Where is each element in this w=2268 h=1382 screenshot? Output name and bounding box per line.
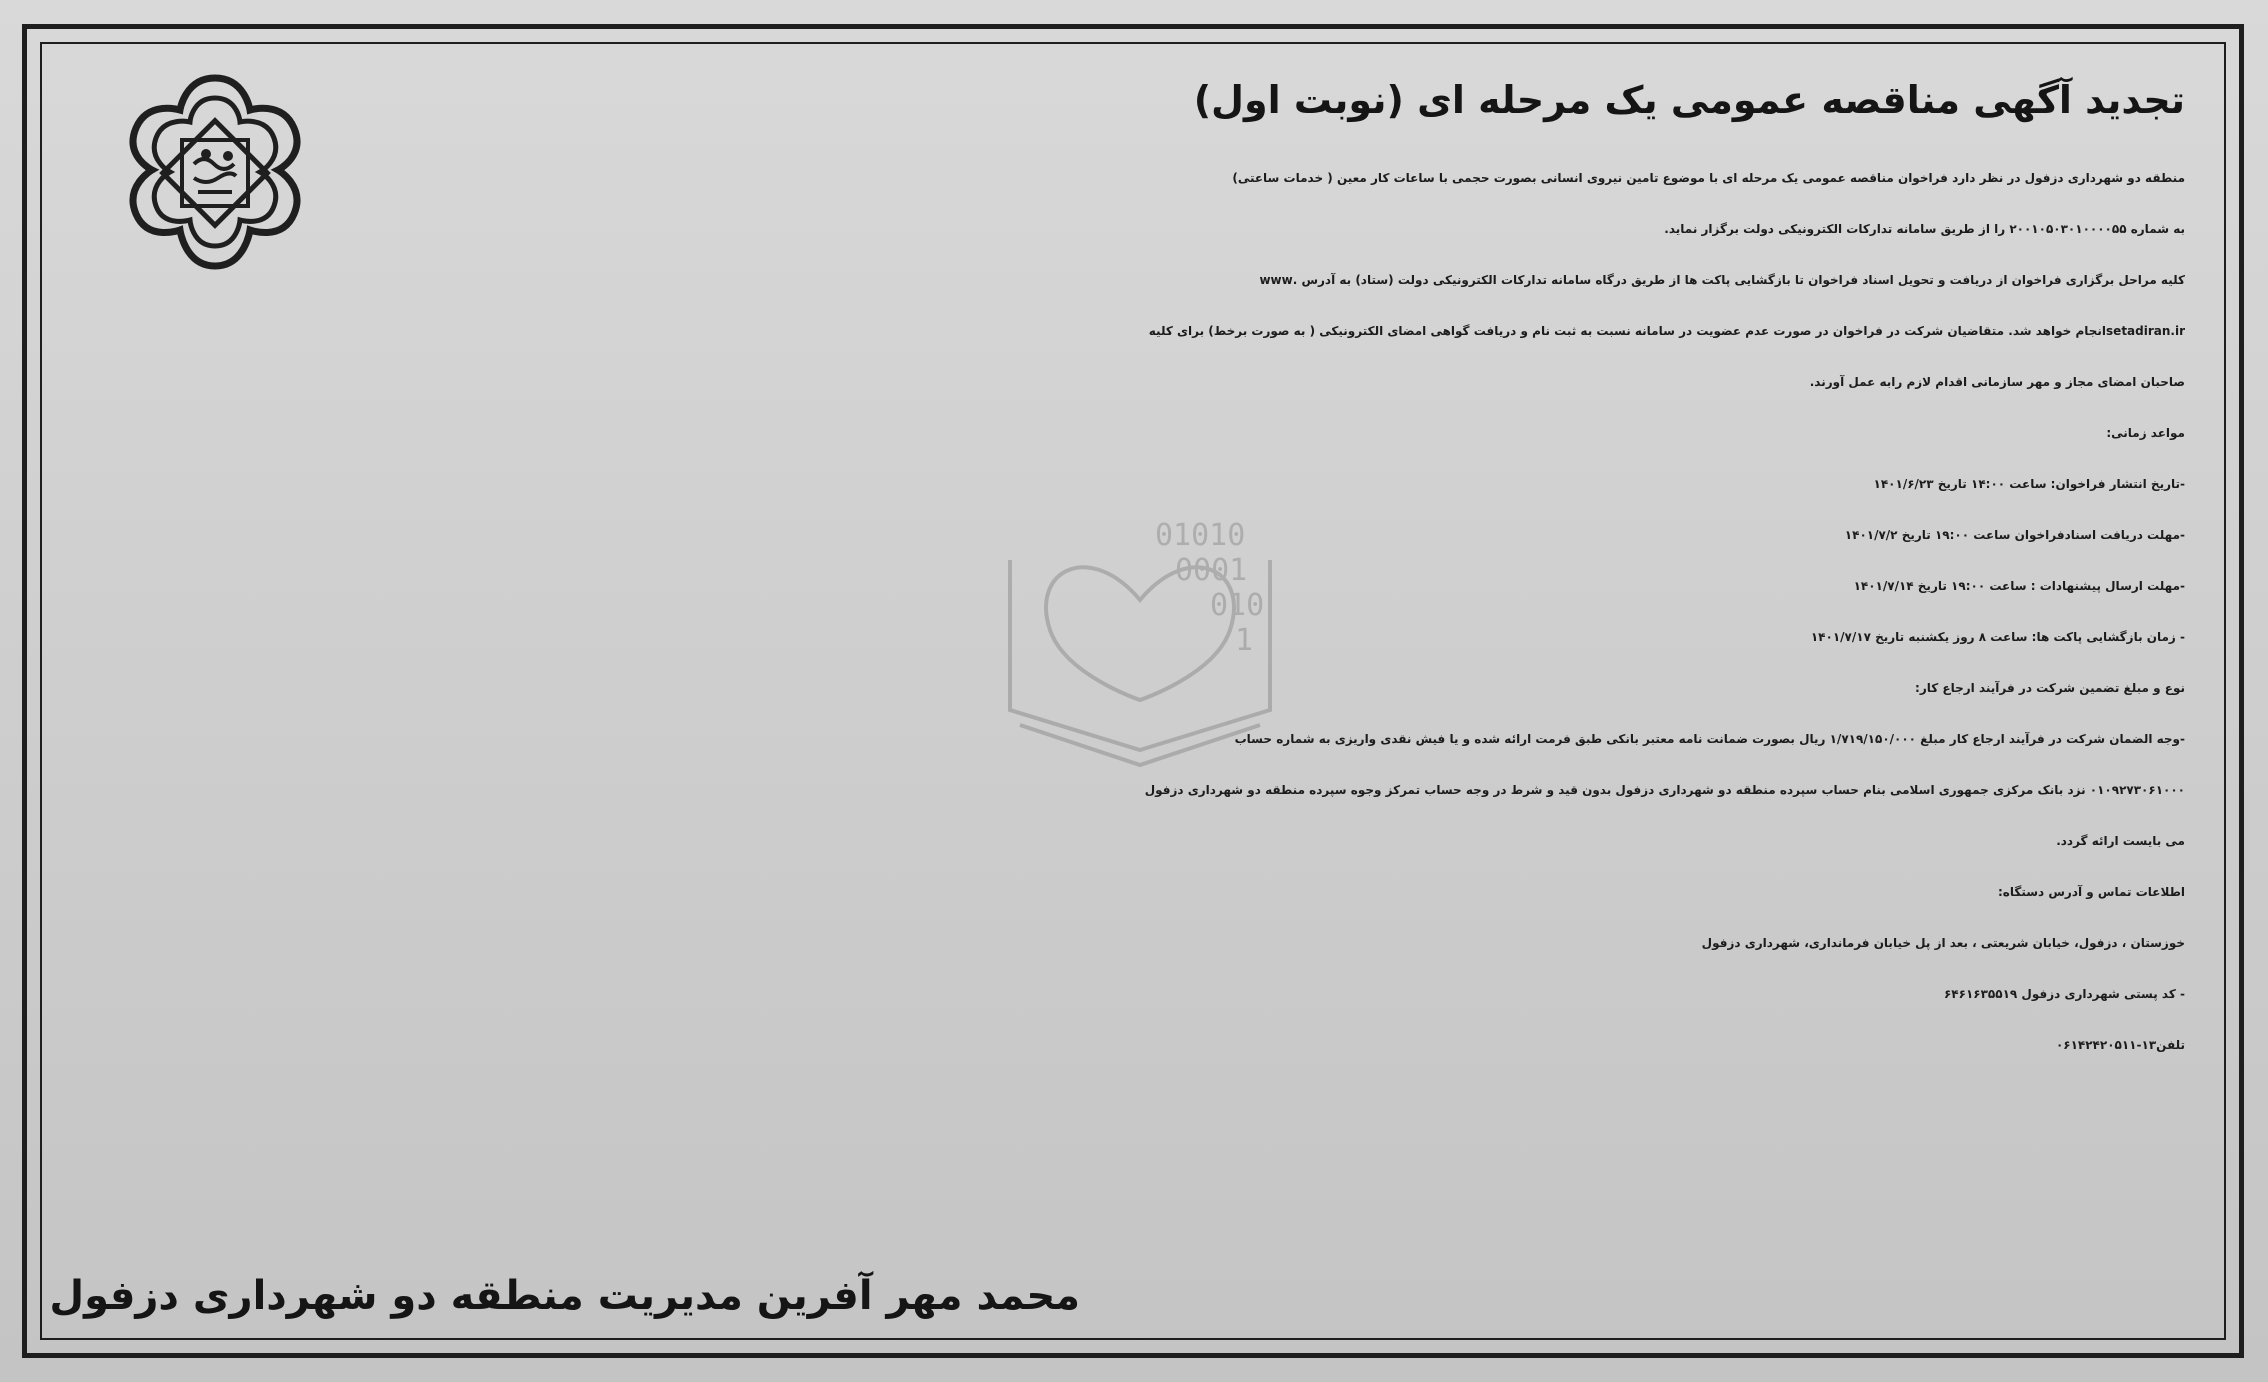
stages-line-3: صاحبان امضای مجاز و مهر سازمانی اقدام لازم رابه عمل آورند. — [1809, 375, 2185, 389]
guarantee-heading: نوع و مبلغ تضمین شرکت در فرآیند ارجاع کار: — [1915, 681, 2185, 695]
guarantee-line-2: ۰۱۰۹۲۷۳۰۶۱۰۰۰ نزد بانک مرکزی جمهوری اسلامی بنام حساب سپرده منطقه دو شهرداری دزفول بدون قید و شرط در وجه حساب تمرکز وجوه سپرده منطقه دو شهرداری دزفول — [1144, 783, 2185, 797]
signature: محمد مهر آفرین مدیریت منطقه دو شهرداری دزفول — [49, 1273, 1080, 1319]
guarantee-line-1: -وجه الضمان شرکت در فرآیند ارجاع کار مبلغ ۱/۷۱۹/۱۵۰/۰۰۰ ریال بصورت ضمانت نامه معتبر بانکی طبق فرمت ارائه شده و یا فیش نقدی واریزی به شماره حساب — [1234, 732, 2185, 746]
svg-text:1: 1 — [1235, 623, 1254, 658]
schedule-bids-deadline: -مهلت ارسال پیشنهادات : ساعت ۱۹:۰۰ تاریخ ۱۴۰۱/۷/۱۴ — [1853, 579, 2185, 593]
svg-text:01010: 01010 — [1155, 518, 1246, 553]
guarantee-line-3: می بایست ارائه گردد. — [2056, 834, 2185, 848]
announcement-body — [70, 153, 2195, 1071]
schedule-publish: -تاریخ انتشار فراخوان: ساعت ۱۴:۰۰ تاریخ ۱۴۰۱/۶/۲۳ — [1873, 477, 2185, 491]
contact-heading: اطلاعات تماس و آدرس دستگاه: — [1997, 885, 2185, 899]
announcement-title: تجدید آگهی مناقصه عمومی یک مرحله ای (نوبت اول) — [1193, 78, 2185, 122]
contact-address: خوزستان ، دزفول، خیابان شریعتی ، بعد از پل خیابان فرمانداری، شهرداری دزفول — [1701, 936, 2185, 950]
schedule-heading: مواعد زمانی: — [2106, 426, 2185, 440]
svg-text:0001: 0001 — [1175, 553, 1248, 588]
schedule-opening: - زمان بازگشایی پاکت ها: ساعت ۸ روز یکشنبه تاریخ ۱۴۰۱/۷/۱۷ — [1810, 630, 2185, 644]
stages-line-1: کلیه مراحل برگزاری فراخوان از دریافت و تحویل اسناد فراخوان تا بازگشایی پاکت ها از طریق درگاه سامانه تدارکات الکترونیکی دولت (ستاد) به آدرس .www — [1259, 273, 2185, 287]
intro-line-2: به شماره ۲۰۰۱۰۵۰۳۰۱۰۰۰۰۵۵ را از طریق سامانه تدارکات الکترونیکی دولت برگزار نماید. — [1664, 222, 2185, 236]
intro-line-1: منطقه دو شهرداری دزفول در نظر دارد فراخوان مناقصه عمومی یک مرحله ای با موضوع تامین نیروی انسانی بصورت حجمی با ساعات کار معین ( خدمات ساعتی) — [1232, 171, 2185, 185]
announcement-content — [70, 48, 2195, 1071]
stages-line-2: setadiran.irانجام خواهد شد. متقاضیان شرکت در فراخوان در صورت عدم عضویت در سامانه نسبت به ثبت نام و دریافت گواهی امضای الکترونیکی ( به صورت برخط) برای کلیه — [1148, 324, 2185, 338]
schedule-docs-deadline: -مهلت دریافت اسنادفراخوان ساعت ۱۹:۰۰ تاریخ ۱۴۰۱/۷/۲ — [1844, 528, 2185, 542]
contact-postal-code: - کد پستی شهرداری دزفول ۶۴۶۱۶۳۵۵۱۹ — [1943, 987, 2185, 1001]
contact-phone: تلفن۱۳-۰۶۱۴۲۴۲۰۵۱۱ — [2055, 1038, 2185, 1052]
svg-text:010: 010 — [1210, 588, 1265, 623]
